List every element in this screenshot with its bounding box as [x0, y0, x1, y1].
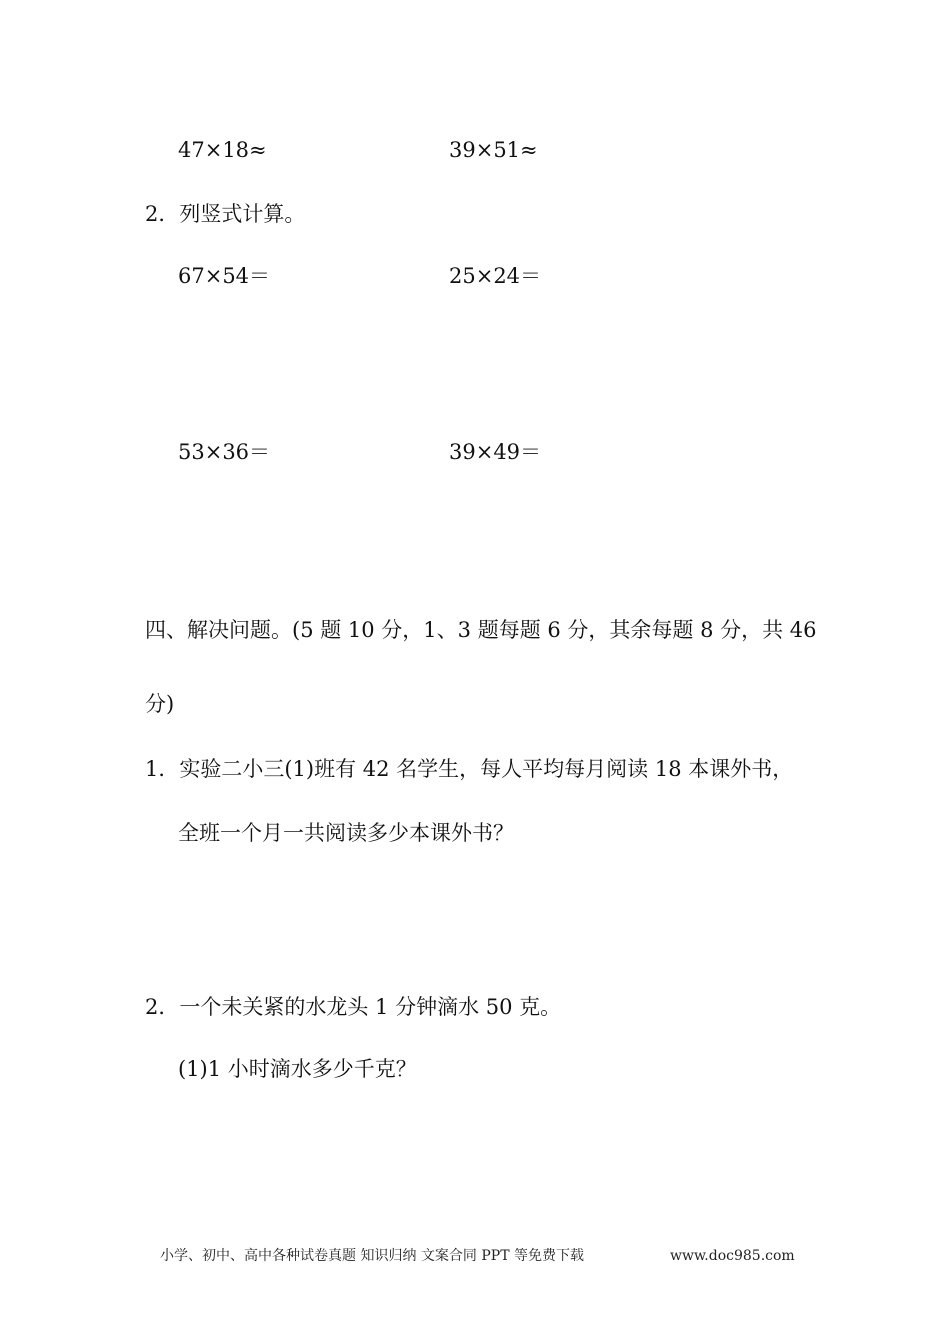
section4-heading: 四、解决问题。(5 题 10 分，1、3 题每题 6 分，其余每题 8 分，共 46: [145, 618, 817, 642]
calc-2: 25×24＝: [449, 264, 542, 288]
estimate-left: 47×18≈: [178, 138, 267, 162]
question-2-sub1: (1)1 小时滴水多少千克？: [178, 1057, 417, 1081]
calc-1: 67×54＝: [178, 264, 271, 288]
section4-heading-cont: 分): [145, 692, 175, 716]
question-1: 1．实验二小三(1)班有 42 名学生，每人平均每月阅读 18 本课外书，: [145, 757, 794, 781]
vertical-calc-heading: 2．列竖式计算。: [145, 202, 306, 226]
calc-4: 39×49＝: [449, 440, 542, 464]
estimate-right: 39×51≈: [449, 138, 538, 162]
footer-url[interactable]: www.doc985.com: [670, 1248, 795, 1264]
footer-text: 小学、初中、高中各种试卷真题 知识归纳 文案合同 PPT 等免费下载: [160, 1248, 584, 1264]
question-2: 2．一个未关紧的水龙头 1 分钟滴水 50 克。: [145, 995, 562, 1019]
calc-3: 53×36＝: [178, 440, 271, 464]
question-1-cont: 全班一个月一共阅读多少本课外书？: [178, 821, 514, 845]
